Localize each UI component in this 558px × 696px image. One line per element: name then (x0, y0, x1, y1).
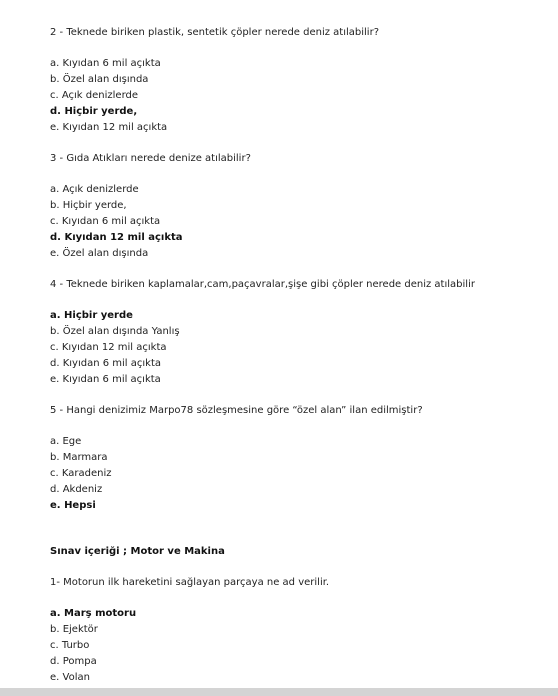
question-2-text: 2 - Teknede biriken plastik, sentetik çöpler nerede deniz atılabilir? (50, 27, 379, 38)
question-2-option-a: a. Kıyıdan 6 mil açıkta (50, 58, 161, 69)
spacer (50, 514, 550, 544)
motor-question-1-option-b: b. Ejektör (50, 624, 98, 635)
question-2-option-e: e. Kıyıdan 12 mil açıkta (50, 122, 168, 133)
question-2 (50, 25, 550, 136)
question-2-option-d: d. Hiçbir yerde, (50, 106, 138, 117)
motor-question-1-option-d: d. Pompa (50, 656, 97, 667)
question-3 (50, 151, 550, 262)
question-4-option-d: d. Kıyıdan 6 mil açıkta (50, 358, 161, 369)
question-4-option-b: b. Özel alan dışında Yanlış (50, 326, 180, 337)
motor-question-1-option-a: a. Marş motoru (50, 608, 137, 619)
question-3-option-a: a. Açık denizlerde (50, 184, 139, 195)
bottom-scroll-bar[interactable] (0, 688, 558, 696)
question-4-text: 4 - Teknede biriken kaplamalar,cam,paçavralar,şişe gibi çöpler nerede deniz atılabilir (50, 279, 475, 290)
question-5-option-b: b. Marmara (50, 452, 108, 463)
question-3-text: 3 - Gıda Atıkları nerede denize atılabilir? (50, 153, 251, 164)
question-4 (50, 277, 550, 388)
motor-question-1-text: 1- Motorun ilk hareketini sağlayan parçaya ne ad verilir. (50, 577, 330, 588)
question-5-option-d: d. Akdeniz (50, 484, 103, 495)
spacer (50, 262, 550, 277)
question-4-option-a: a. Hiçbir yerde (50, 310, 133, 321)
question-3-option-b: b. Hiçbir yerde, (50, 200, 127, 211)
question-3-option-e: e. Özel alan dışında (50, 248, 149, 259)
question-5 (50, 403, 550, 514)
question-3-option-d: d. Kıyıdan 12 mil açıkta (50, 232, 183, 243)
question-5-option-c: c. Karadeniz (50, 468, 112, 479)
section-title: Sınav içeriği ; Motor ve Makina (50, 546, 225, 557)
motor-question-1 (50, 575, 550, 686)
spacer (50, 136, 550, 151)
motor-question-1-option-e: e. Volan (50, 672, 90, 683)
question-5-option-a: a. Ege (50, 436, 82, 447)
question-4-option-c: c. Kıyıdan 12 mil açıkta (50, 342, 167, 353)
spacer (50, 388, 550, 403)
motor-question-1-option-c: c. Turbo (50, 640, 90, 651)
question-5-option-e: e. Hepsi (50, 500, 96, 511)
document-content (50, 25, 550, 686)
question-3-option-c: c. Kıyıdan 6 mil açıkta (50, 216, 161, 227)
question-2-option-b: b. Özel alan dışında (50, 74, 149, 85)
question-4-option-e: e. Kıyıdan 6 mil açıkta (50, 374, 161, 385)
question-5-text: 5 - Hangi denizimiz Marpo78 sözleşmesine göre “özel alan” ilan edilmiştir? (50, 405, 423, 416)
question-2-option-c: c. Açık denizlerde (50, 90, 138, 101)
